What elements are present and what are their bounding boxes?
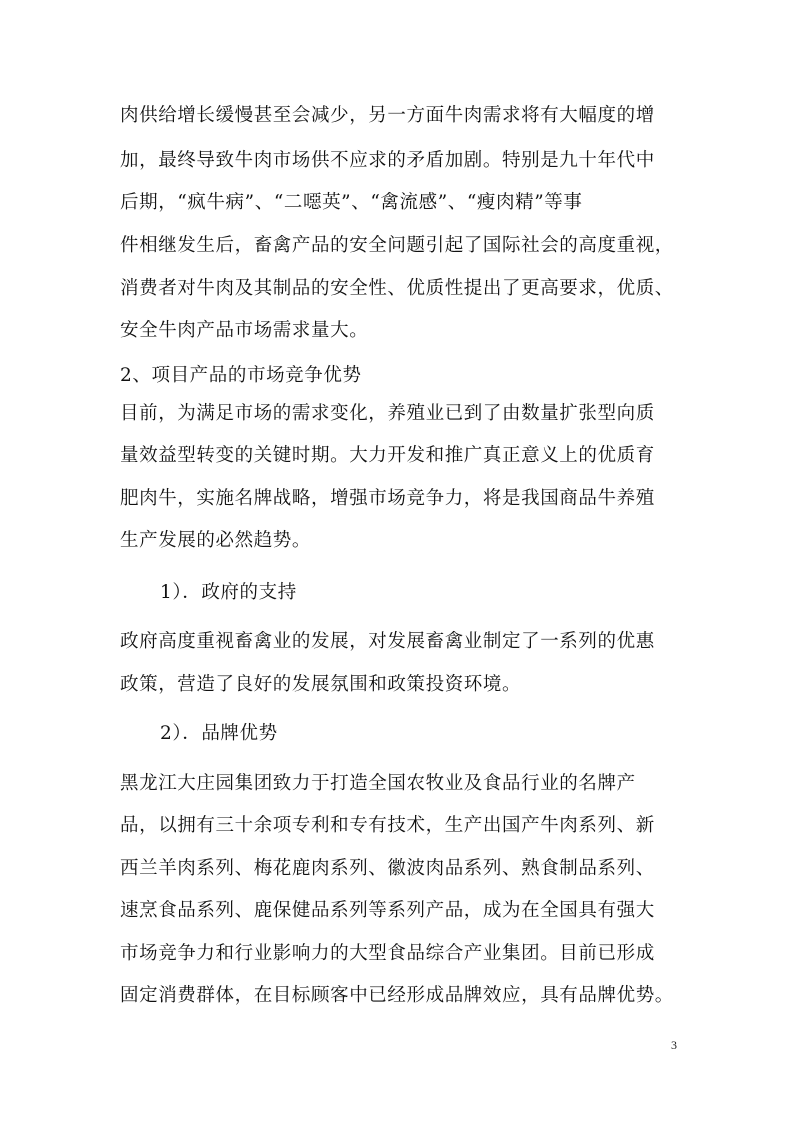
paragraph-line: 肥肉牛，实施名牌战略，增强市场竞争力，将是我国商品牛养殖 [120, 488, 655, 509]
paragraph-line: 速烹食品系列、鹿保健品系列等系列产品，成为在全国具有强大 [120, 900, 655, 921]
paragraph-line: 消费者对牛肉及其制品的安全性、优质性提出了更高要求，优质、 [120, 278, 674, 299]
paragraph-line: 西兰羊肉系列、梅花鹿肉系列、徽波肉品系列、熟食制品系列、 [120, 858, 655, 879]
paragraph-line: 市场竞争力和行业影响力的大型食品综合产业集团。目前已形成 [120, 943, 655, 964]
paragraph-line: 加，最终导致牛肉市场供不应求的矛盾加剧。特别是九十年代中 [120, 150, 655, 171]
subsection-heading: 1）．政府的支持 [160, 582, 297, 603]
paragraph-line: 黑龙江大庄园集团致力于打造全国农牧业及食品行业的名牌产 [120, 773, 636, 794]
paragraph-line: 政府高度重视畜禽业的发展，对发展畜禽业制定了一系列的优惠 [120, 631, 655, 652]
paragraph-line: 生产发展的必然趋势。 [120, 530, 312, 551]
section-heading: 2、项目产品的市场竞争优势 [120, 365, 362, 386]
paragraph-line: 量效益型转变的关键时期。大力开发和推广真正意义上的优质育 [120, 445, 655, 466]
paragraph-line: 政策，营造了良好的发展氛围和政策投资环境。 [120, 674, 522, 695]
paragraph-line: 品，以拥有三十余项专利和专有技术，生产出国产牛肉系列、新 [120, 815, 655, 836]
paragraph-line: 后期，“疯牛病”、“二噁英”、“禽流感”、“瘦肉精”等事 [120, 192, 583, 213]
paragraph-line: 件相继发生后，畜禽产品的安全问题引起了国际社会的高度重视， [120, 235, 674, 256]
paragraph-line: 目前，为满足市场的需求变化，养殖业已到了由数量扩张型向质 [120, 403, 655, 424]
paragraph-line: 安全牛肉产品市场需求量大。 [120, 320, 369, 341]
paragraph-line: 固定消费群体，在目标顾客中已经形成品牌效应，具有品牌优势。 [120, 985, 674, 1006]
subsection-heading: 2）．品牌优势 [160, 723, 278, 744]
page-number: 3 [671, 1038, 677, 1052]
paragraph-line: 肉供给增长缓慢甚至会减少，另一方面牛肉需求将有大幅度的增 [120, 105, 655, 126]
